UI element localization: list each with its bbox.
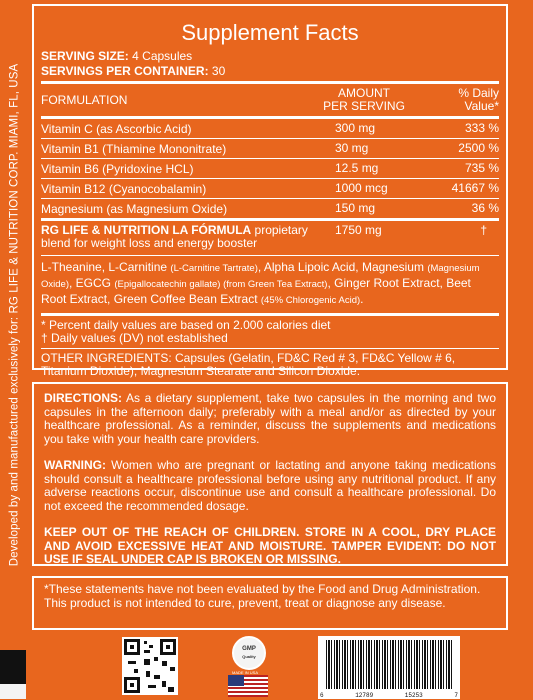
manufacturer-note (0, 0, 28, 630)
made-in-usa-text: MADE IN USA (232, 670, 259, 675)
disclaimer-text: *These statements have not been evaluated by the Food and Drug Administration. This product is not intended to cure, prevent, treat or diagnose any disease. (44, 582, 481, 610)
qr-code-icon (122, 637, 178, 695)
other-ingredients: OTHER INGREDIENTS: Capsules (Gelatin, FD&C Red # 3, FD&C Yellow # 6, Titanium Dioxide), Magnesium Stearate and Silicon Dioxide. (41, 351, 456, 378)
serving-size: SERVING SIZE: 4 Capsules (41, 49, 193, 63)
barcode (318, 636, 460, 699)
us-flag-icon (228, 675, 268, 697)
white-strip (0, 684, 26, 699)
footnotes: * Percent daily values are based on 2.000 calories diet † Daily values (DV) not established (41, 318, 331, 345)
facts-row: Magnesium (as Magnesium Oxide) 150 mg 36 % (41, 198, 499, 218)
supplement-facts-panel (32, 4, 508, 378)
quality-badges (224, 636, 276, 696)
gmp-seal-icon: GMP Quality (232, 636, 266, 670)
proprietary-blend-row: RG LIFE & NUTRITION LA FÓRMULA propietary blend for weight loss and energy booster 1750 mg † (41, 218, 499, 255)
manufacturer-text: Developed by and manufactured exclusively for: RG LIFE & NUTRITION CORP. MIAMI, FL, USA (8, 63, 21, 567)
facts-header-row (41, 84, 499, 116)
servings-per-container: SERVINGS PER CONTAINER: 30 (41, 64, 226, 78)
facts-title: Supplement Facts (181, 20, 359, 45)
storage-text: KEEP OUT OF THE REACH OF CHILDREN. STORE IN A COOL, DRY PLACE AND AVOID EXCESSIVE HEAT AND MOISTURE. TAMPER EVIDENT: DO NOT USE IF SEAL UNDER CAP IS BROKEN OR MISSING. (44, 525, 496, 566)
warning-text: WARNING: Women who are pregnant or lactating and anyone taking medications should consult a healthcare professional before using any nutritional product. If any adverse reactions occur, discontinue use and consult a healthcare professional. Do not exceed the recommended dosage. (44, 458, 496, 513)
facts-row: Vitamin B6 (Pyridoxine HCL) 12.5 mg 735 % (41, 158, 499, 178)
barcode-icon (326, 640, 452, 689)
blend-ingredients: L-Theanine, L-Carnitine (L-Carnitine Tartrate), Alpha Lipoic Acid, Magnesium (Magnesium Oxide), EGCG (Epigallocatechin gallate) (from Green Tea Extract), Ginger Root Extract, Beet Root Extract, Green Coffee Bean Extract (45% Chlorogenic Acid). (41, 260, 480, 306)
directions-panel (32, 382, 508, 566)
fda-disclaimer-panel (32, 576, 508, 630)
amount-header: AMOUNT PER SERVING (323, 86, 405, 113)
qr-code (122, 637, 178, 695)
facts-row: Vitamin C (as Ascorbic Acid) 300 mg 333 % (41, 121, 499, 136)
daily-value-header: % Daily Value* (458, 86, 499, 113)
formulation-header: FORMULATION (41, 93, 128, 107)
directions-text: DIRECTIONS: As a dietary supplement, take two capsules in the morning and two capsules in the afternoon daily; preferably with a meal and/or as directed by your healthcare professional. As a reminder, discuss the supplements and medications you take with your health care providers. (44, 391, 496, 446)
facts-row: Vitamin B12 (Cyanocobalamin) 1000 mcg 41667 % (41, 178, 499, 198)
facts-row: Vitamin B1 (Thiamine Mononitrate) 30 mg 2500 % (41, 138, 499, 158)
barcode-number: 6 12789 15253 7 (320, 692, 458, 699)
black-block (0, 650, 26, 684)
